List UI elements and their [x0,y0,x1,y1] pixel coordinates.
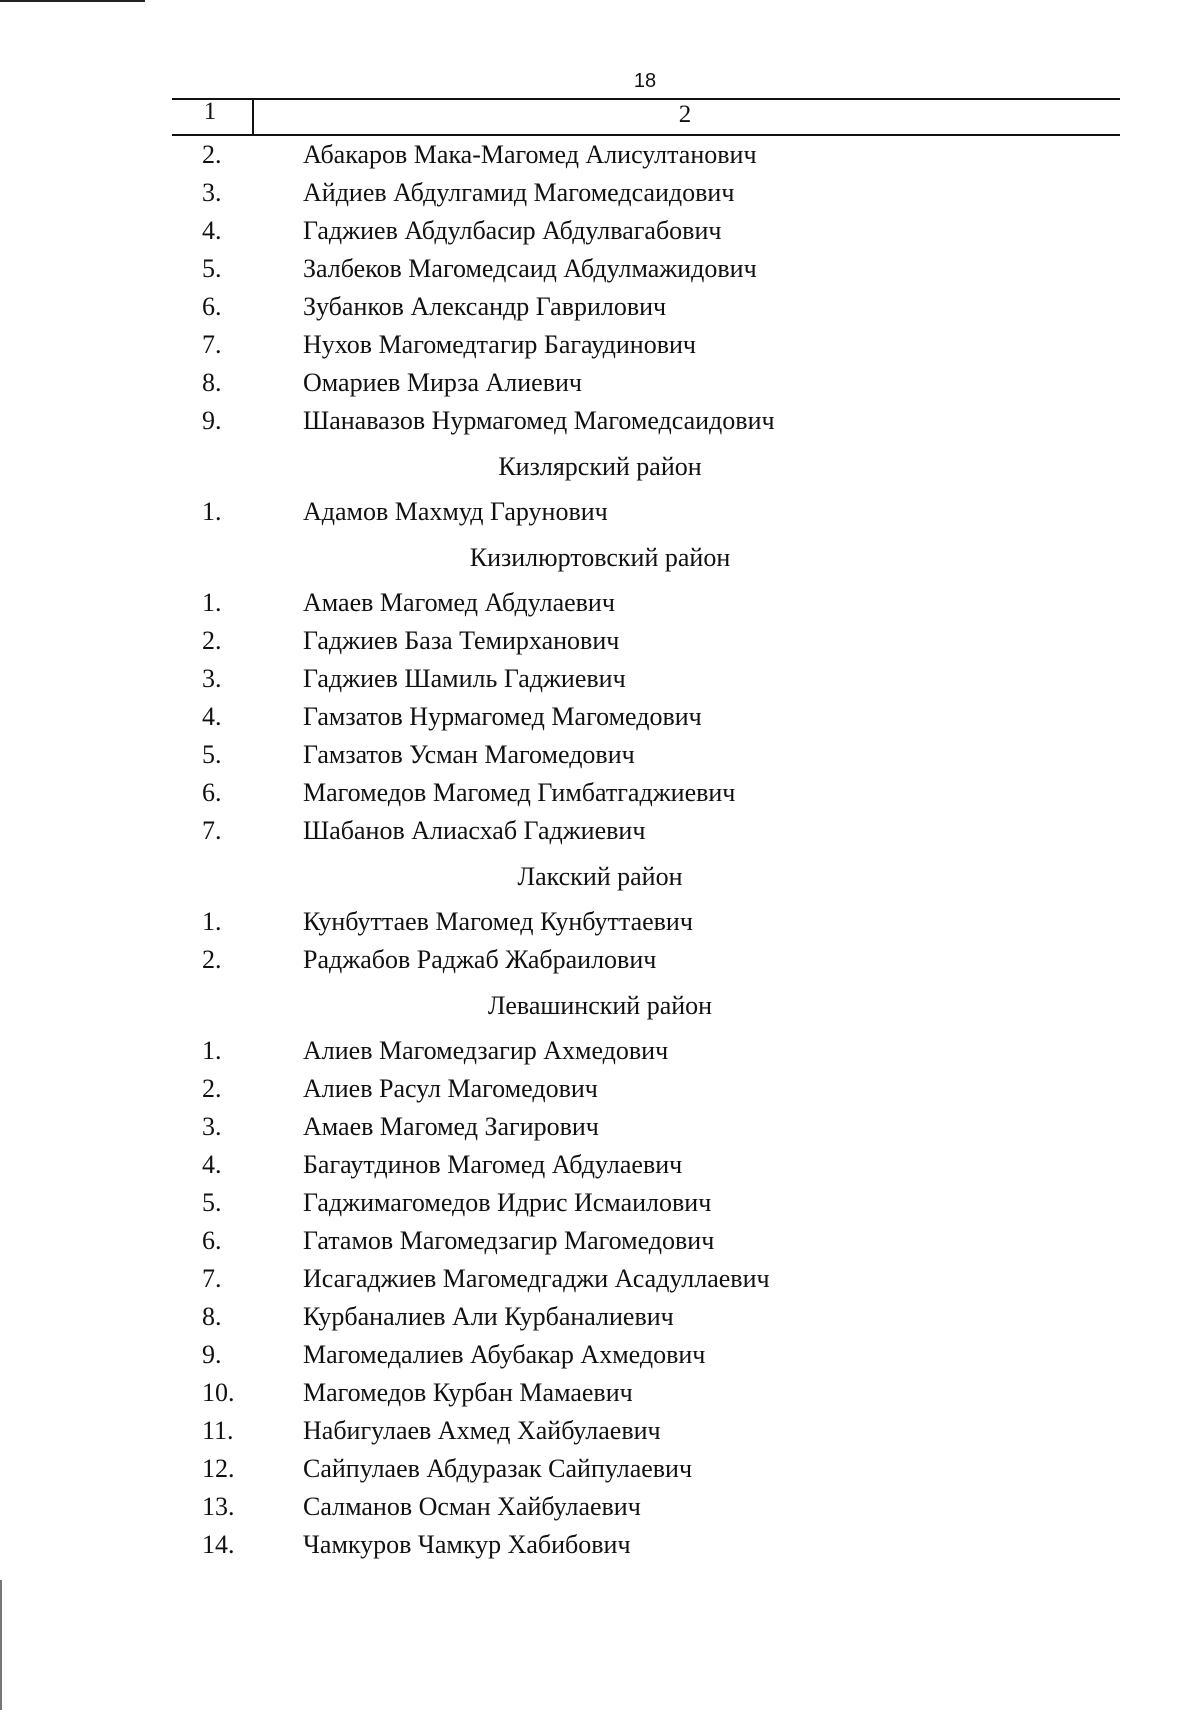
list-item-number: 1. [202,588,222,617]
list-item [0,812,1200,850]
list-item-name: Раджабов Раджаб Жабраилович [303,945,657,974]
district-heading [0,858,1200,903]
list-item [0,212,1200,250]
list-item [0,584,1200,622]
list-item-name: Абакаров Мака-Магомед Алисултанович [303,140,757,169]
list-item-number: 6. [202,292,222,321]
list-item [0,326,1200,364]
list-item-name: Набигулаев Ахмед Хайбулаевич [303,1416,661,1445]
list-item-name: Чамкуров Чамкур Хабибович [303,1530,631,1559]
list-item-name: Нухов Магомедтагир Багаудинович [303,330,696,359]
list-item-number: 1. [202,907,222,936]
list-item-name: Адамов Махмуд Гарунович [303,497,608,526]
scan-edge-mark-top [0,0,145,2]
district-heading-text: Левашинский район [487,991,713,1020]
list-item [0,1184,1200,1222]
list-item [0,660,1200,698]
list-item-name: Гаджимагомедов Идрис Исмаилович [303,1188,712,1217]
list-item-number: 5. [202,740,222,769]
list-item-name: Салманов Осман Хайбулаевич [303,1492,641,1521]
list-item-number: 7. [202,330,222,359]
list-item-number: 2. [202,626,222,655]
list-item [0,1374,1200,1412]
list-item [0,402,1200,440]
list-item [0,622,1200,660]
list-item [0,364,1200,402]
list-item-name: Алиев Расул Магомедович [303,1074,598,1103]
list-item [0,250,1200,288]
list-item-number: 1. [202,1036,222,1065]
district-heading-text: Кизилюртовский район [469,543,731,572]
list-item [0,1526,1200,1564]
list-item-name: Амаев Магомед Абдулаевич [303,588,615,617]
list-item-number: 3. [202,1112,222,1141]
list-item [0,736,1200,774]
list-item-number: 6. [202,778,222,807]
list-item [0,174,1200,212]
list-item-number: 9. [202,406,222,435]
header-column-divider [252,98,254,135]
list-item [0,1108,1200,1146]
district-heading [0,539,1200,584]
list-item-name: Гаджиев Шамиль Гаджиевич [303,664,626,693]
list-item-number: 4. [202,216,222,245]
list-item-number: 4. [202,1150,222,1179]
list-item [0,774,1200,812]
list-item [0,136,1200,174]
header-top-rule [172,98,1120,100]
list-item-number: 2. [202,140,222,169]
list-item-name: Омариев Мирза Алиевич [303,368,582,397]
list-item [0,1260,1200,1298]
district-heading-text: Кизлярский район [498,452,702,481]
list-item-name: Исагаджиев Магомедгаджи Асадуллаевич [303,1264,770,1293]
list-item-number: 12. [202,1454,235,1483]
list-item [0,903,1200,941]
list-item-name: Айдиев Абдулгамид Магомедсаидович [303,178,735,207]
list-item-number: 6. [202,1226,222,1255]
list-item-name: Амаев Магомед Загирович [303,1112,599,1141]
list-item-name: Сайпулаев Абдуразак Сайпулаевич [303,1454,693,1483]
list-item [0,493,1200,531]
list-item-name: Шанавазов Нурмагомед Магомедсаидович [303,406,775,435]
list-item-number: 8. [202,368,222,397]
list-item [0,1336,1200,1374]
list-item-number: 3. [202,178,222,207]
list-item-number: 7. [202,1264,222,1293]
list-item-number: 11. [202,1416,234,1445]
list-item [0,1450,1200,1488]
list-item-name: Шабанов Алиасхаб Гаджиевич [303,816,646,845]
list-item-number: 8. [202,1302,222,1331]
list-item-number: 10. [202,1378,235,1407]
list-item-name: Зубанков Александр Гаврилович [303,292,667,321]
name-list [0,136,1200,1564]
list-item-number: 1. [202,497,222,526]
list-item [0,1070,1200,1108]
scan-edge-mark-left [0,1580,2,1710]
list-item-number: 13. [202,1492,235,1521]
list-item-number: 2. [202,945,222,974]
list-item [0,1222,1200,1260]
list-item-number: 3. [202,664,222,693]
list-item-name: Гамзатов Нурмагомед Магомедович [303,702,702,731]
district-heading-text: Лакский район [517,862,683,891]
list-item [0,1488,1200,1526]
list-item-name: Гатамов Магомедзагир Магомедович [303,1226,715,1255]
list-item-number: 4. [202,702,222,731]
list-item [0,1298,1200,1336]
list-item [0,1412,1200,1450]
list-item-name: Алиев Магомедзагир Ахмедович [303,1036,669,1065]
list-item-name: Магомедалиев Абубакар Ахмедович [303,1340,706,1369]
list-item [0,698,1200,736]
column-header-name: 2 [678,101,692,128]
district-heading [0,987,1200,1032]
list-item [0,288,1200,326]
column-header-number: 1 [203,98,217,125]
list-item-name: Магомедов Магомед Гимбатгаджиевич [303,778,736,807]
list-item-number: 2. [202,1074,222,1103]
page-number: 18 [633,70,657,92]
list-item-name: Гаджиев Абдулбасир Абдулвагабович [303,216,722,245]
district-heading [0,448,1200,493]
list-item-number: 9. [202,1340,222,1369]
list-item-number: 5. [202,254,222,283]
list-item-number: 7. [202,816,222,845]
list-item [0,1032,1200,1070]
list-item-name: Гамзатов Усман Магомедович [303,740,635,769]
list-item-name: Курбаналиев Али Курбаналиевич [303,1302,674,1331]
list-item-name: Магомедов Курбан Мамаевич [303,1378,633,1407]
list-item-name: Кунбуттаев Магомед Кунбуттаевич [303,907,693,936]
list-item-name: Залбеков Магомедсаид Абдулмажидович [303,254,757,283]
list-item-number: 14. [202,1530,235,1559]
list-item-name: Багаутдинов Магомед Абдулаевич [303,1150,683,1179]
list-item [0,1146,1200,1184]
list-item-name: Гаджиев База Темирханович [303,626,620,655]
list-item-number: 5. [202,1188,222,1217]
list-item [0,941,1200,979]
